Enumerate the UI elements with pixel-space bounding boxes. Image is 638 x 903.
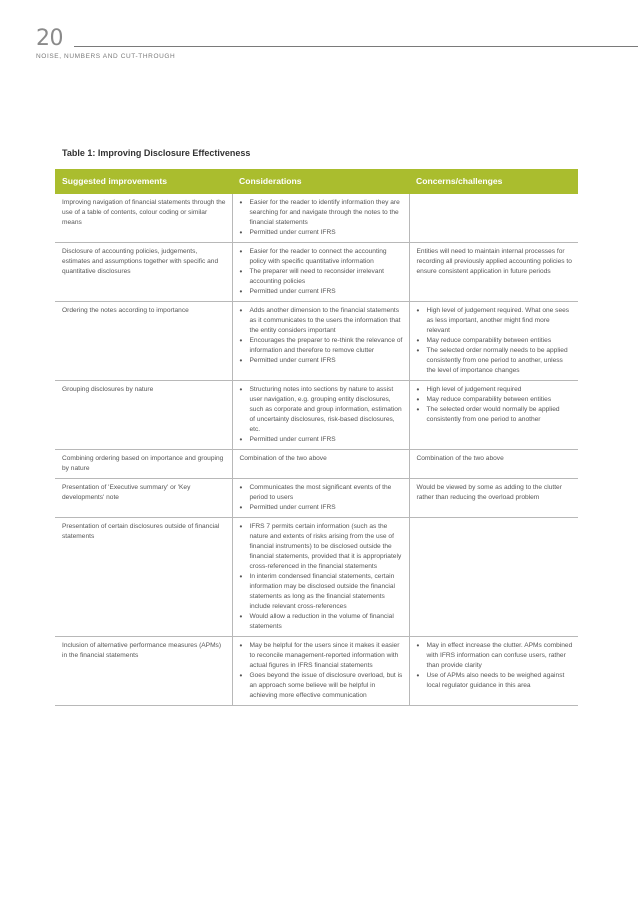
table-row [55,243,578,302]
header-rule [74,46,638,47]
considerations-cell [232,518,409,637]
improvement-cell: Improving navigation of financial statements through the use of a table of contents, colour coding or similar means [55,194,232,243]
improvement-cell: Presentation of certain disclosures outside of financial statements [55,518,232,637]
column-header-concerns: Concerns/challenges [409,169,578,194]
bullet-item: • May reduce comparability between entities [417,336,574,346]
table-row [55,302,578,381]
bullet-item: • Permitted under current IFRS [240,435,404,445]
bullet-item: • May be helpful for the users since it makes it easier to reconcile management-reported information with actual figures in IFRS financial statements [240,641,404,671]
bullet-item: • Encourages the preparer to re-think the relevance of information and therefore to remove clutter [240,336,404,356]
bullet-item: • The preparer will need to reconsider irrelevant accounting policies [240,267,404,287]
disclosure-table [55,169,578,706]
improvement-cell: Disclosure of accounting policies, judgements, estimates and assumptions together with specific and quantitative disclosures [55,243,232,302]
concerns-cell [409,194,578,243]
table-title: Table 1: Improving Disclosure Effectiveness [62,148,251,158]
concerns-cell [409,381,578,450]
bullet-item: • Structuring notes into sections by nature to assist user navigation, e.g. grouping entity disclosures, such as corporate and group information, estimation of uncertainty disclosures, risk-based disclosures, etc. [240,385,404,435]
table-row [55,479,578,518]
concerns-cell [409,518,578,637]
improvement-cell: Grouping disclosures by nature [55,381,232,450]
concerns-cell: Would be viewed by some as adding to the clutter rather than reducing the overload problem [409,479,578,518]
concerns-cell: Combination of the two above [409,450,578,479]
table-row [55,194,578,243]
considerations-cell [232,637,409,706]
bullet-item: • In interim condensed financial statements, certain information may be disclosed outside the financial statements as long as the financial statements include relevant cross-references [240,572,404,612]
bullet-item: • The selected order would normally be applied consistently from one period to another [417,405,574,425]
improvement-cell: Presentation of 'Executive summary' or 'Key developments' note [55,479,232,518]
bullet-item: • Permitted under current IFRS [240,287,404,297]
section-label: NOISE, NUMBERS AND CUT-THROUGH [36,53,176,60]
improvement-cell: Combining ordering based on importance and grouping by nature [55,450,232,479]
column-header-improvements: Suggested improvements [55,169,232,194]
bullet-item: • Would allow a reduction in the volume of financial statements [240,612,404,632]
considerations-cell [232,302,409,381]
improvement-cell: Inclusion of alternative performance measures (APMs) in the financial statements [55,637,232,706]
bullet-item: • Easier for the reader to identify information they are searching for and navigate through the notes to the financial statements [240,198,404,228]
bullet-item: • IFRS 7 permits certain information (such as the nature and extents of risks arising from the use of financial instruments) to be disclosed outside the financial statements, provided that it is appropriately cross-referenced in the financial statements [240,522,404,572]
considerations-cell [232,243,409,302]
bullet-item: • May in effect increase the clutter. APMs combined with IFRS information can confuse users, rather than provide clarity [417,641,574,671]
considerations-cell [232,479,409,518]
table-row [55,381,578,450]
column-header-considerations: Considerations [232,169,409,194]
table-header-row [55,169,578,194]
considerations-cell: Combination of the two above [232,450,409,479]
concerns-cell [409,302,578,381]
considerations-cell [232,194,409,243]
bullet-item: • High level of judgement required. What one sees as less important, another might find more relevant [417,306,574,336]
table-row [55,637,578,706]
table-row [55,518,578,637]
considerations-cell [232,381,409,450]
improvement-cell: Ordering the notes according to importance [55,302,232,381]
bullet-item: • Permitted under current IFRS [240,503,404,513]
bullet-item: • Easier for the reader to connect the accounting policy with specific quantitative information [240,247,404,267]
bullet-item: • Communicates the most significant events of the period to users [240,483,404,503]
bullet-item: • May reduce comparability between entities [417,395,574,405]
bullet-item: • Permitted under current IFRS [240,228,404,238]
bullet-item: • Goes beyond the issue of disclosure overload, but is an approach some believe will be helpful in achieving more effective communication [240,671,404,701]
bullet-item: • High level of judgement required [417,385,574,395]
bullet-item: • Permitted under current IFRS [240,356,404,366]
bullet-item: • The selected order normally needs to be applied consistently from one period to another, unless the level of importance changes [417,346,574,376]
page-number: 20 [36,26,63,51]
bullet-item: • Use of APMs also needs to be weighed against local regulator guidance in this area [417,671,574,691]
concerns-cell: Entities will need to maintain internal processes for recording all previously applied accounting policies to ensure consistent application in future periods [409,243,578,302]
bullet-item: • Adds another dimension to the financial statements as it communicates to the users the information that the entity considers important [240,306,404,336]
table-row [55,450,578,479]
concerns-cell [409,637,578,706]
